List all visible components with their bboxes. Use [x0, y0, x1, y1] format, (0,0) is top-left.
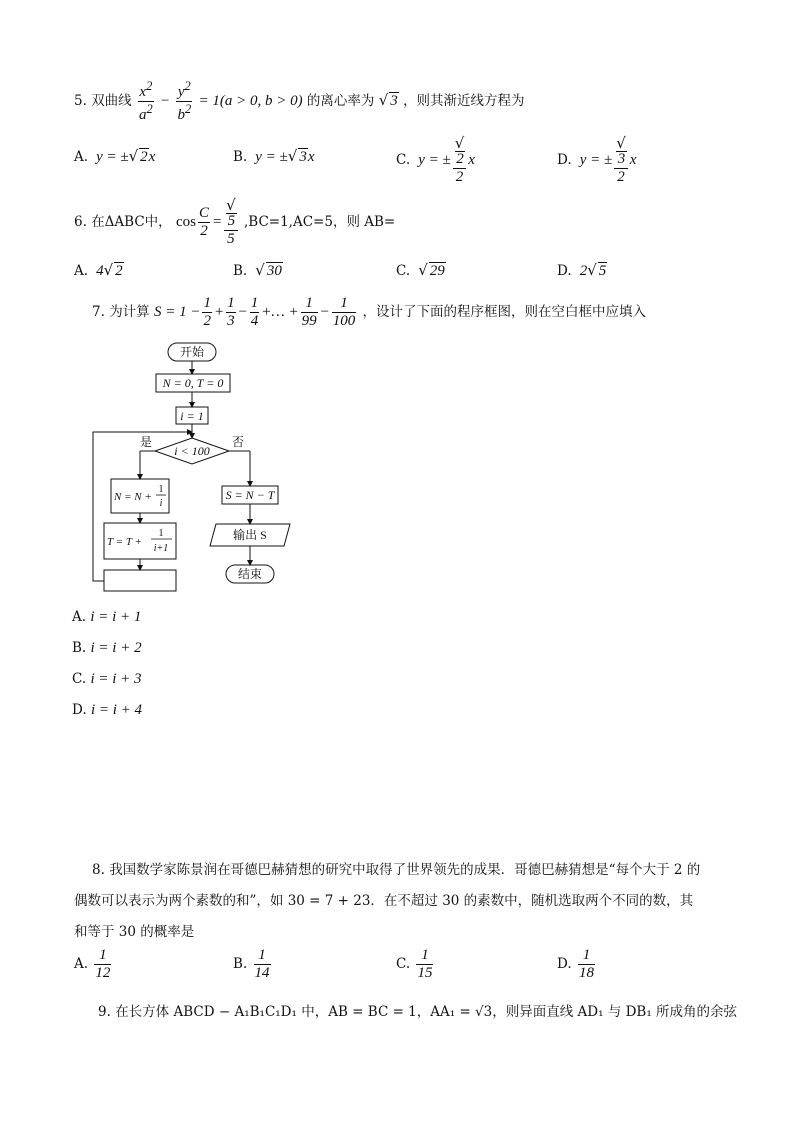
option-letter: B. [233, 149, 248, 165]
option-letter: A. [72, 609, 87, 625]
q9-text: 在长方体 ABCD − A₁B₁C₁D₁ 中，AB = BC = 1，AA₁ = √3，则异面直线 AD₁ 与 DB₁ 所成角的余弦 [115, 1004, 738, 1020]
question-8-line3: 和等于 30 的概率是 [74, 924, 195, 940]
option-letter: D. [72, 702, 87, 718]
q7-option-c[interactable] [72, 671, 142, 688]
option-letter: D. [557, 263, 572, 279]
option-letter: D. [557, 956, 572, 972]
flow-n-update-label: N = N + [114, 491, 152, 503]
q6-suffix: ,BC=1,AC=5，则 AB= [243, 214, 396, 230]
q7-option-b[interactable] [72, 640, 142, 657]
q8-option-d[interactable]: D. $\frac{1}{18}$ [557, 947, 594, 981]
option-letter: B. [233, 263, 248, 279]
q9-number: 9. [98, 1004, 111, 1020]
q6-option-d[interactable]: D. 2√ 5 [557, 261, 607, 279]
q5-option-c[interactable]: C. y = ± √ 2 2 x [396, 134, 475, 185]
option-letter: C. [72, 671, 87, 687]
svg-text:1: 1 [158, 528, 164, 539]
option-letter: C. [396, 263, 411, 279]
option-letter: B. [72, 640, 87, 656]
option-letter: A. [74, 263, 89, 279]
q5-option-d[interactable]: D. y = ± √ 3 2 x [557, 134, 637, 185]
flow-init-label: N = 0, T = 0 [162, 376, 224, 390]
q6-option-b[interactable]: B. √ 30 [233, 261, 282, 279]
q5-option-b[interactable]: B. y = ±√ 3x [233, 147, 315, 165]
q5-option-a[interactable]: A. y = ±√ 2x [74, 147, 156, 165]
q7-prefix: 为计算 [109, 304, 150, 320]
q8-number: 8. [92, 862, 105, 878]
q7-number: 7. [92, 304, 105, 320]
q7-option-a[interactable] [72, 609, 141, 626]
option-letter: C. [396, 152, 411, 168]
question-6: 6. 在ΔABC中， cos $\frac{C}{2}$ = √ 5 5 ,BC=1,AC=5，则 AB= [74, 196, 396, 247]
flow-yes-label: 是 [139, 435, 153, 449]
option-letter: A. [74, 149, 89, 165]
q6-option-a[interactable]: A. 4√ 2 [74, 261, 123, 279]
q5-number: 5. [74, 93, 87, 109]
flow-s-calc-label: S = N − T [225, 488, 275, 502]
flow-cond-label: i < 100 [174, 444, 210, 458]
option-letter: D. [557, 152, 572, 168]
question-8-line2: 偶数可以表示为两个素数的和”，如 30 = 7 + 23．在不超过 30 的素数中，随机选取两个不同的数，其 [74, 893, 694, 909]
q7-option-d[interactable] [72, 702, 142, 719]
flow-t-update-label: T = T + [107, 536, 142, 548]
svg-text:i: i [159, 498, 163, 509]
q8-option-a[interactable]: A. $\frac{1}{12}$ [74, 947, 111, 981]
flow-end-label: 结束 [237, 567, 263, 581]
q6-number: 6. [74, 214, 87, 230]
option-text: i = i + 2 [90, 640, 142, 656]
q5-suffix2: ，则其渐近线方程为 [403, 93, 525, 109]
option-letter: C. [396, 956, 411, 972]
option-text: i = i + 1 [90, 609, 142, 625]
option-letter: B. [233, 956, 248, 972]
option-letter: A. [74, 956, 89, 972]
question-9 [98, 1000, 737, 1020]
flow-output-label: 输出 S [233, 528, 267, 542]
option-text: i = i + 3 [90, 671, 142, 687]
question-5: 5. 双曲线 $\frac{x^2}{a^2}$ − $\frac{y^2}{b^2}$ = 1(a > 0, b > 0) 的离心率为 √ 3 ，则其渐近线方程为 [74, 79, 525, 123]
x2-over-a2: $\frac{x^2}{a^2}$ [138, 79, 153, 123]
q6-prefix: 在ΔABC中， [91, 214, 172, 230]
q8-option-c[interactable]: C. $\frac{1}{15}$ [396, 947, 433, 981]
q5-suffix: 的离心率为 [306, 93, 375, 109]
q6-option-c[interactable]: C. √ 29 [396, 261, 445, 279]
flow-no-label: 否 [231, 435, 245, 449]
y2-over-b2: $\frac{y^2}{b^2}$ [177, 79, 192, 123]
sqrt3: √ 3 [378, 91, 398, 109]
svg-text:1: 1 [158, 484, 164, 495]
q7-suffix: ，设计了下面的程序框图，则在空白框中应填入 [362, 304, 646, 320]
question-8-line1: 8. 我国数学家陈景润在哥德巴赫猜想的研究中取得了世界领先的成果．哥德巴赫猜想是“每个大于 2 的 [92, 862, 701, 878]
q5-prefix: 双曲线 [91, 93, 132, 109]
option-text: i = i + 4 [90, 702, 143, 718]
flowchart [88, 336, 328, 596]
question-7: 7. 为计算 S = 1 − $\frac{1}{2}$ + $\frac{1}{3}$ − $\frac{1}{4}$ +… + $\frac{1}{99}$ − $\frac{1}{100}$ ，设计了下面的程序框图，则在空白框中应填入 [92, 295, 646, 329]
flow-blank-box [104, 570, 176, 591]
flow-i-init-label: i = 1 [180, 409, 204, 423]
q8-option-b[interactable]: B. $\frac{1}{14}$ [233, 947, 270, 981]
flow-start-label: 开始 [179, 345, 205, 359]
svg-text:i+1: i+1 [153, 543, 169, 554]
